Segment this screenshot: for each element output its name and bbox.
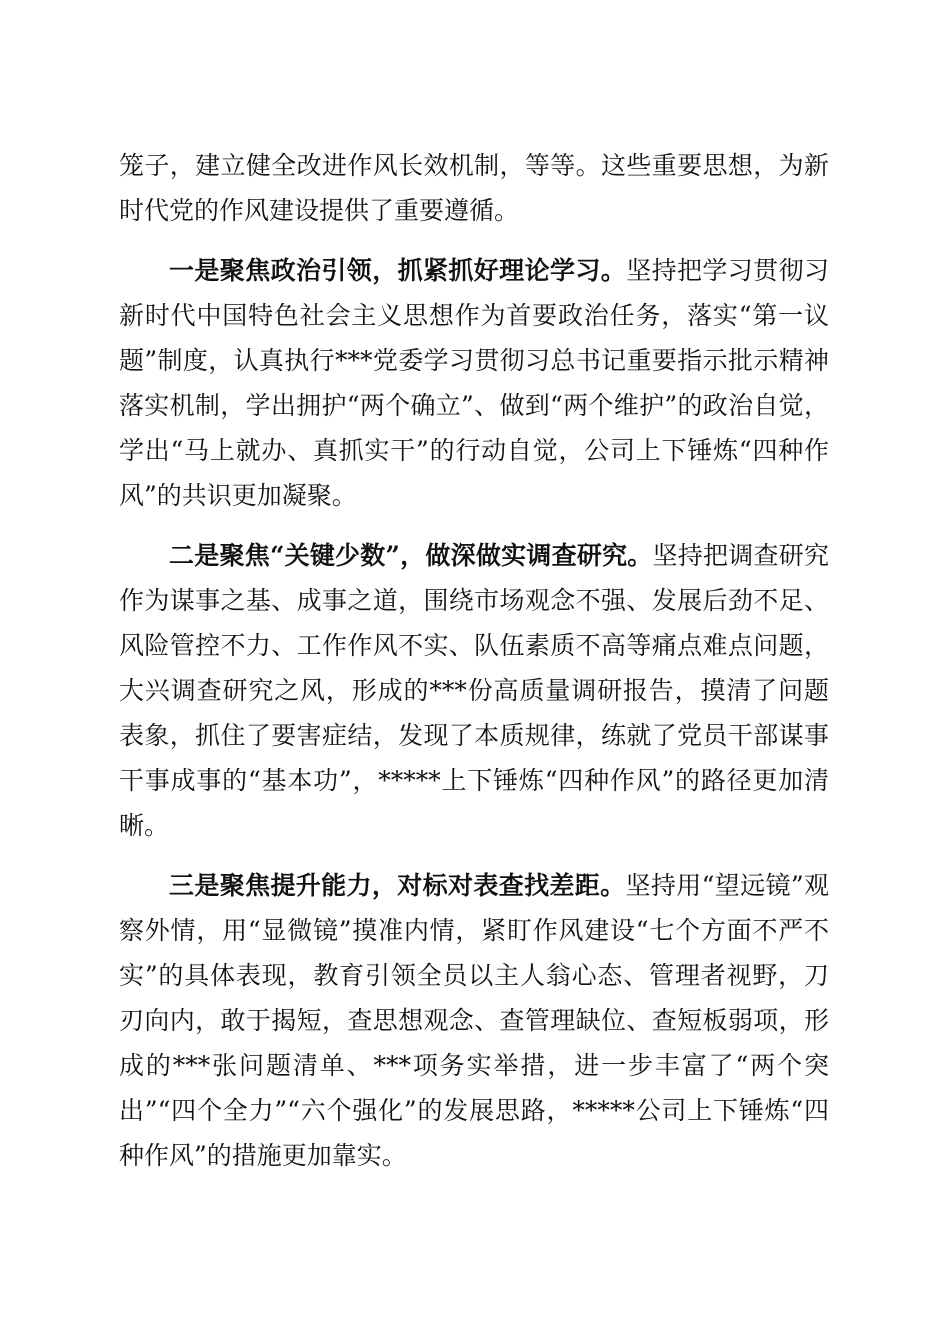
- paragraph-1: [119, 143, 829, 233]
- paragraph-4-lead: 三是聚焦提升能力，对标对表查找差距。: [169, 871, 626, 900]
- paragraph-3: [119, 533, 829, 848]
- paragraph-4-text: 坚持用“望远镜”观察外情，用“显微镜”摸准内情，紧盯作风建设“七个方面不严不实”的具体表现，教育引领全员以主人翁心态、管理者视野，刀刃向内，敢于揭短，查思想观念、查管理缺位、查短板弱项，形成的***张问题清单、***项务实举措，进一步丰富了“两个突出”“四个全力”“六个强化”的发展思路，*****公司上下锤炼“四种作风”的措施更加靠实。: [119, 871, 829, 1170]
- paragraph-2: [119, 248, 829, 518]
- paragraph-3-lead: 二是聚焦“关键少数”，做深做实调查研究。: [169, 541, 653, 570]
- paragraph-1-text: 笼子，建立健全改进作风长效机制，等等。这些重要思想，为新时代党的作风建设提供了重要遵循。: [119, 151, 829, 225]
- paragraph-2-text: 坚持把学习贯彻习新时代中国特色社会主义思想作为首要政治任务，落实“第一议题”制度，认真执行***党委学习贯彻习总书记重要指示批示精神落实机制，学出拥护“两个确立”、做到“两个维护”的政治自觉，学出“马上就办、真抓实干”的行动自觉，公司上下锤炼“四种作风”的共识更加凝聚。: [119, 256, 829, 510]
- paragraph-3-text: 坚持把调查研究作为谋事之基、成事之道，围绕市场观念不强、发展后劲不足、风险管控不力、工作作风不实、队伍素质不高等痛点难点问题，大兴调查研究之风，形成的***份高质量调研报告，摸清了问题表象，抓住了要害症结，发现了本质规律，练就了党员干部谋事干事成事的“基本功”，*****上下锤炼“四种作风”的路径更加清晰。: [119, 541, 829, 840]
- document-body: [119, 143, 829, 1178]
- paragraph-4: [119, 863, 829, 1178]
- paragraph-2-lead: 一是聚焦政治引领，抓紧抓好理论学习。: [169, 256, 627, 285]
